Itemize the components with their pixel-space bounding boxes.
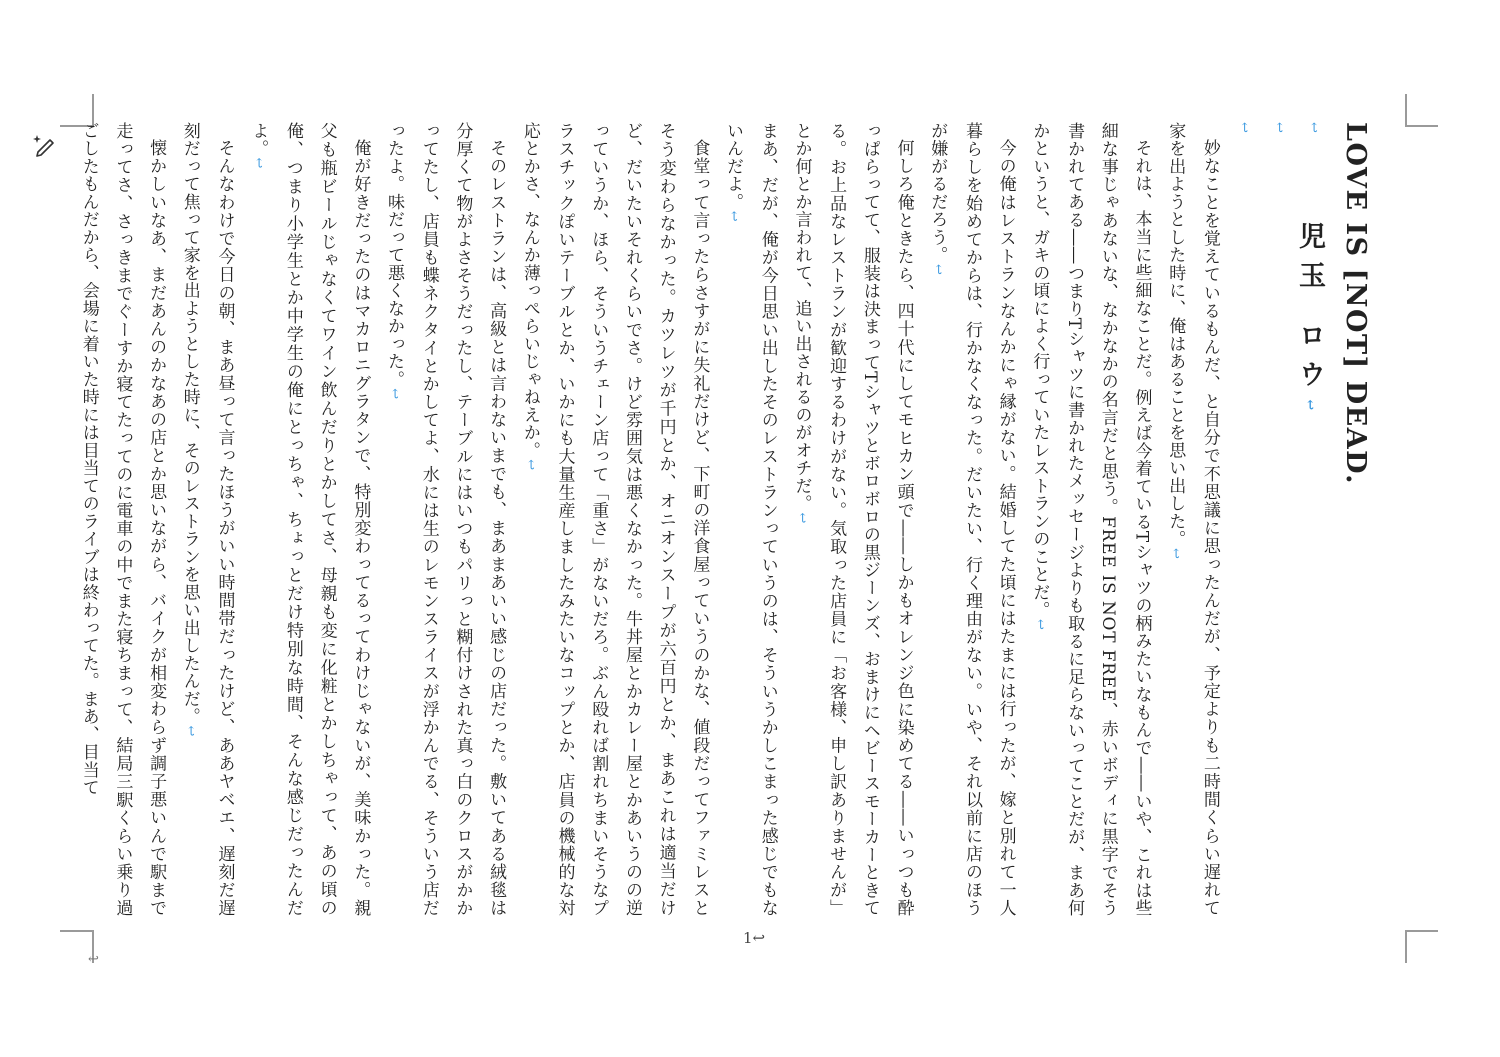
paragraph-text: 食堂って言ったらさすがに失礼だけど、下町の洋食屋っていうのかな、値段だってファミレスとそう変わらなかった。カツレツが千円とか、オニオンスープが六百円とか、まあこれは適当だけど、だいたいそれくらいでさ。けど雰囲気は悪くなかった。牛丼屋とかカレー屋とかあいうのの逆っていうか、ほら、そういうチェーン店って「重さ」がないだろ。ぶん殴れば割れちまいそうなプラスチックぽいテーブルとか、いかにも大量生産しましたみたいなコップとか、店員の機械的な対応とかさ、なんか薄っぺらいじゃねえか。 bbox=[519, 122, 710, 917]
paragraph-text: 何しろ俺ときたら、四十代にしてモヒカン頭で――しかもオレンジ色に染めてる――いっつも酔っぱらってて、服装は決まってTシャツとボロボロの黒ジーンズ、おまけにヘビースモーカーときてる。お上品なレストランが歓迎するわけがない。気取った店員に「お客様、申し訳ありませんが」とか何とか言われて、追い出されるのがオチだ。 bbox=[791, 122, 914, 918]
paragraph-mark-icon: ↩ bbox=[1168, 548, 1184, 560]
paragraph bbox=[920, 122, 1022, 917]
paragraph-text: それは、本当に些細なことだ。例えば今着ているTシャツの柄みたいなもんで――いや、これは些細な事じゃあないな、なかなかの名言だと思う。FREE IS NOT FREE、赤いボディに黒字でそう書かれてある――つまりTシャツに書かれたメッセージよりも取るに足らないってことだが、まあ何かというと、ガキの頃によく行っていたレストランのことだ。 bbox=[1029, 122, 1152, 917]
author-name: 児玉 ロウ bbox=[1294, 222, 1325, 400]
crop-mark-top-right bbox=[1405, 94, 1438, 127]
paragraph bbox=[512, 122, 715, 917]
paragraph bbox=[1157, 122, 1225, 917]
paragraph bbox=[1022, 122, 1158, 917]
paragraph-text: 今の俺はレストランなんかにゃ縁がない。結婚してた頃にはたまには行ったが、嫁と別れて一人暮らしを始めてからは、行かなくなった。だいたい、行く理由がない。いや、それ以前に店のほうが嫌がるだろう。 bbox=[927, 122, 1016, 917]
paragraph-mark-icon: ↩ bbox=[794, 512, 810, 525]
paragraph-mark-icon: ↩ bbox=[522, 459, 538, 471]
empty-paragraph bbox=[1226, 122, 1261, 917]
paragraph-mark-icon: ↩ bbox=[251, 157, 267, 170]
paragraph bbox=[71, 122, 172, 917]
paragraph-mark-icon: ↩ bbox=[1271, 122, 1287, 134]
paragraph bbox=[376, 122, 512, 917]
title-block bbox=[1294, 122, 1378, 622]
paragraph-mark-icon: ↩ bbox=[1236, 122, 1252, 134]
page-number bbox=[743, 929, 765, 947]
paragraph-mark-icon: ↩ bbox=[752, 929, 766, 947]
paragraph-mark-icon: ↩ bbox=[1306, 122, 1321, 134]
paragraph-mark-icon: ↩ bbox=[88, 952, 99, 967]
paragraph-text: 懐かしいなあ、まだあんのかなあの店とか思いながら、バイクが相変わらず調子悪いんで駅まで走ってさ、さっきまでぐーすか寝てたってのに電車の中でまた寝ちまって、結局三駅くらい乗り過ごしたもんだから、会場に着いた時には目当てのライブは終わってた。まあ、目当て bbox=[78, 122, 167, 917]
paragraph-mark-icon: ↩ bbox=[1302, 399, 1317, 412]
paragraph-mark-icon: ↩ bbox=[387, 388, 403, 400]
paragraph-mark-icon: ↩ bbox=[726, 210, 742, 223]
paragraph-mark-icon: ↩ bbox=[1032, 619, 1048, 631]
paragraph-text: 妙なことを覚えているもんだ、と自分で不思議に思ったんだが、予定よりも二時間くらい遅れて家を出ようとした時に、俺はあることを思い出した。 bbox=[1165, 122, 1220, 917]
paragraph bbox=[241, 122, 377, 917]
pen-sparkle-icon[interactable] bbox=[32, 132, 58, 158]
paragraph-mark-icon: ↩ bbox=[182, 725, 198, 738]
paragraph-text: まあ、だが、俺が今日思い出したそのレストランっていうのは、そういうかしこまった感じでもないんだよ。 bbox=[723, 122, 778, 917]
paragraph-mark-icon: ↩ bbox=[930, 264, 946, 276]
empty-paragraph bbox=[1261, 122, 1296, 917]
paragraph-text: 俺が好きだったのはマカロニグラタンで、特別変わってるってわけじゃないが、美味かった。親父も瓶ビールじゃなくてワイン飲んだりとかしてさ、母親も変に化粧とかしちゃって、あの頃の俺、つまり小学生とか中学生の俺にとっちゃ、ちょっとだけ特別な時間、そんな感じだったんだよ。 bbox=[248, 122, 371, 917]
crop-mark-bottom-right bbox=[1405, 930, 1438, 963]
paragraph bbox=[784, 122, 920, 917]
paragraph bbox=[715, 122, 783, 917]
document-title: LOVE IS [NOT] DEAD. bbox=[1340, 122, 1371, 486]
paragraph-text: そのレストランは、高級とは言わないまでも、まあまあいい感じの店だった。敷いてある絨毯は分厚くて物がよさそうだったし、テーブルにはいつもパリっと糊付けされた真っ白のクロスがかかってたし、店員も蝶ネクタイとかしてよ、水には生のレモンスライスが浮かんでる、そういう店だったよ。味だって悪くなかった。 bbox=[384, 122, 507, 917]
page-number-text: 1 bbox=[743, 929, 753, 947]
paragraph bbox=[172, 122, 240, 917]
paragraph-text: そんなわけで今日の朝、まあ昼って言ったほうがいい時間帯だったけど、ああヤベエ、遅刻だ遅刻だって焦って家を出ようとした時に、そのレストランを思い出したんだ。 bbox=[179, 122, 235, 917]
body-text[interactable] bbox=[78, 122, 1330, 918]
empty-paragraph bbox=[1295, 122, 1330, 917]
